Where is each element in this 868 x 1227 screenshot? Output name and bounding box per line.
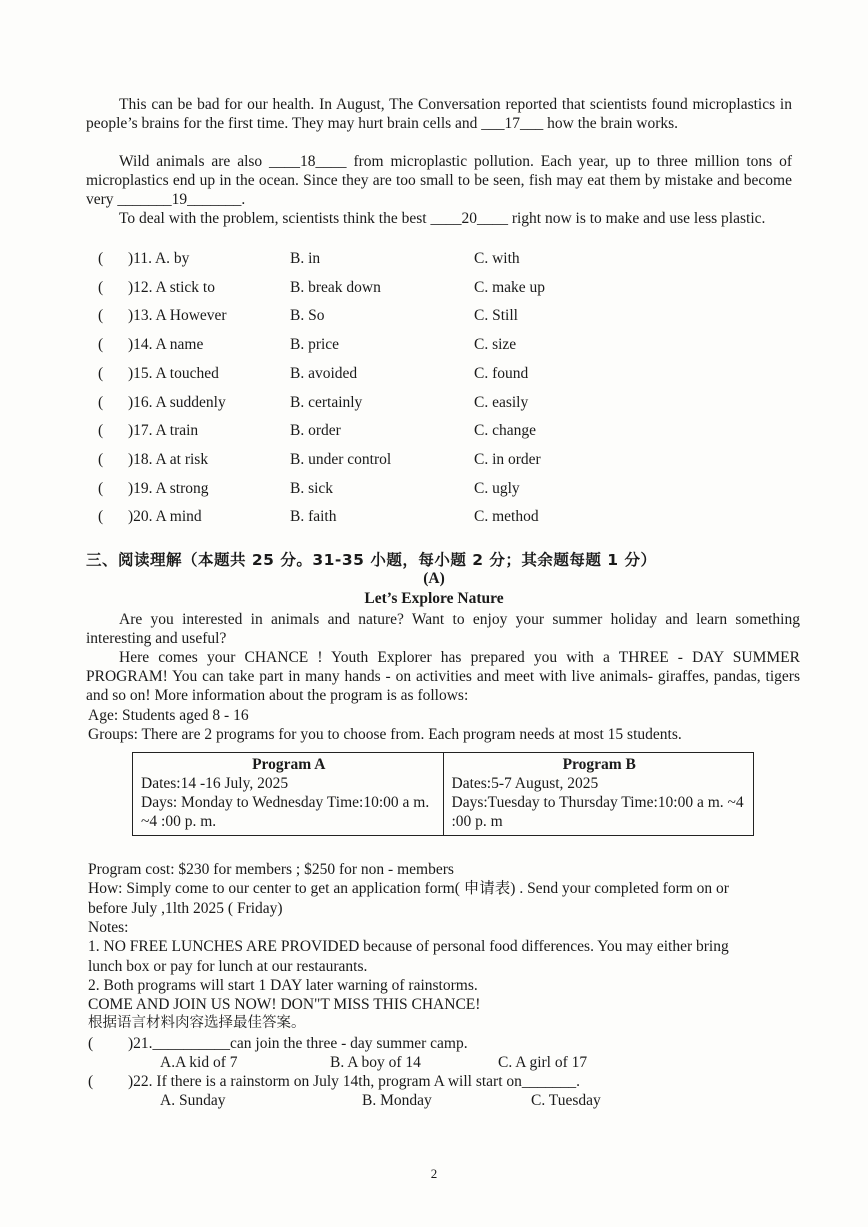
q22-option-c: C. Tuesday [531,1092,601,1109]
option-c: C. with [474,250,520,267]
option-row [98,307,698,327]
program-a-cell [133,753,444,836]
option-b: B. in [290,250,321,267]
option-row [98,336,698,356]
option-row [98,250,698,270]
option-row [98,480,698,500]
option-number-a: )20. A mind [128,508,202,526]
page-number: 2 [430,1166,438,1181]
option-number-a: )17. A train [128,422,199,440]
option-number-a: )16. A suddenly [128,393,226,411]
program-b-cell [443,753,754,836]
cloze-paragraph-3: To deal with the problem, scientists think the best ____20____ right now is to make and use less plastic. [119,210,766,227]
q22-option-b: B. Monday [362,1092,432,1109]
option-number-a: )18. A at risk [128,450,209,468]
note-1-line-2: lunch box or pay for lunch at our restaurants. [88,958,368,975]
article-paragraph-1: Are you interested in animals and nature? Want to enjoy your summer holiday and learn something interesting and useful? [86,611,800,647]
option-b: B. avoided [290,364,358,382]
cloze-paragraph-2: Wild animals are also ____18____ from microplastic pollution. Each year, up to three million tons of microplastics end up in the ocean. Since they are too small to be seen, fish may eat them by mistake and become very _______19_______. [86,153,792,208]
call-to-action: COME AND JOIN US NOW! DON"T MISS THIS CHANCE! [88,996,481,1013]
option-number-a: )13. A However [128,307,227,325]
program-table [132,752,754,836]
option-c: C. method [474,508,539,526]
answer-paren: ( [98,278,104,296]
option-b: B. under control [290,450,392,468]
q21-paren: ( [88,1035,94,1052]
q21-option-b: B. A boy of 14 [330,1054,421,1071]
answer-paren: ( [98,508,104,526]
answer-paren: ( [98,307,104,325]
program-a-dates: Dates:14 -16 July, 2025 [141,775,289,792]
how-line-1: How: Simply come to our center to get an application form( 申请表) . Send your completed form on or [88,880,729,897]
q21-option-a: A.A kid of 7 [160,1054,238,1071]
option-b: B. break down [290,278,381,296]
option-b: B. sick [290,479,334,497]
option-b: B. So [290,307,325,325]
option-number-a: )14. A name [128,336,204,354]
option-c: C. change [474,422,536,440]
option-number-a: )12. A stick to [128,278,215,296]
q22-paren: ( [88,1073,94,1090]
option-number-a: )11. A. by [128,250,190,267]
option-c: C. in order [474,450,541,468]
notes-label: Notes: [88,919,129,936]
option-number-a: )15. A touched [128,364,219,382]
option-row [98,365,698,385]
q22-stem: )22. If there is a rainstorm on July 14th, program A will start on_______. [128,1073,581,1090]
option-b: B. faith [290,508,337,526]
program-a-days: Days: Monday to Wednesday Time:10:00 a m. ~4 :00 p. m. [141,794,430,830]
program-b-name: Program B [562,756,636,773]
answer-paren: ( [98,479,104,497]
answer-paren: ( [98,393,104,411]
option-row [98,422,698,442]
q21-option-c: C. A girl of 17 [498,1054,588,1071]
option-c: C. found [474,364,529,382]
age-line: Age: Students aged 8 - 16 [88,707,249,724]
option-b: B. price [290,336,340,354]
program-a-name: Program A [252,756,326,773]
article-paragraph-2: Here comes your CHANCE ! Youth Explorer has prepared you with a THREE - DAY SUMMER PROGRAM! You can take part in many hands - on activities and meet with live animals- giraffes, pandas, tigers and so on! More information about the program is as follows: [86,649,800,704]
part-label: (A) [423,570,445,587]
answer-paren: ( [98,336,104,354]
option-b: B. order [290,422,341,440]
answer-paren: ( [98,364,104,382]
q22-option-a: A. Sunday [160,1092,226,1109]
option-c: C. make up [474,278,546,296]
option-b: B. certainly [290,393,363,411]
option-row [98,451,698,471]
note-2: 2. Both programs will start 1 DAY later warning of rainstorms. [88,977,478,994]
answer-paren: ( [98,250,104,267]
answer-paren: ( [98,422,104,440]
groups-line: Groups: There are 2 programs for you to choose from. Each program needs at most 15 students. [88,726,682,743]
answer-paren: ( [98,450,104,468]
option-row [98,508,698,528]
q21-stem: )21.__________can join the three - day summer camp. [128,1035,468,1052]
option-c: C. Still [474,307,518,325]
cost-line: Program cost: $230 for members ; $250 for non - members [88,861,454,878]
cloze-paragraph-1: This can be bad for our health. In August, The Conversation reported that scientists found microplastics in people’s brains for the first time. They may hurt brain cells and ___17___ how the brain works. [86,96,792,132]
option-c: C. easily [474,393,529,411]
note-1-line-1: 1. NO FREE LUNCHES ARE PROVIDED because of personal food differences. You may either bring [88,938,729,955]
option-number-a: )19. A strong [128,479,209,497]
program-b-dates: Dates:5-7 August, 2025 [451,775,599,792]
option-row [98,394,698,414]
section-heading: 三、阅读理解（本题共 25 分。31-35 小题，每小题 2 分；其余题每题 1 分） [86,551,657,569]
option-row [98,279,698,299]
article-title: Let’s Explore Nature [364,590,504,607]
instruction-line: 根据语言材料肉容选择最佳答案。 [88,1015,306,1031]
option-c: C. ugly [474,479,520,497]
how-line-2: before July ,1lth 2025 ( Friday) [88,900,283,917]
program-b-days: Days:Tuesday to Thursday Time:10:00 a m. ~4 :00 p. m [451,794,744,830]
option-c: C. size [474,336,517,354]
